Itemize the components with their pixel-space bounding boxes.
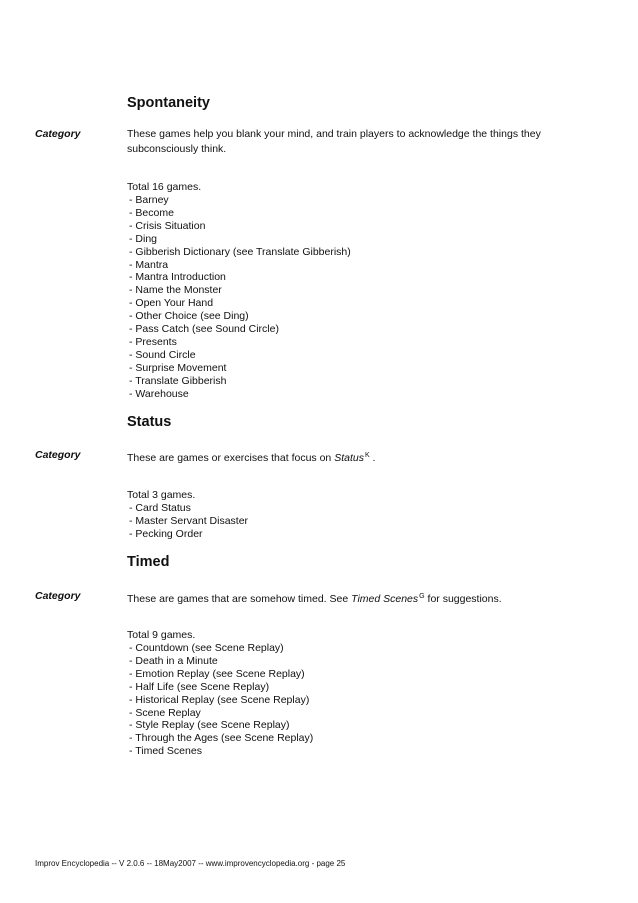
- list-item: - Countdown (see Scene Replay): [129, 642, 284, 654]
- list-item: - Become: [129, 206, 174, 219]
- list-item: - Gibberish Dictionary (see Translate Gibberish): [129, 245, 351, 258]
- list-item: - Translate Gibberish: [129, 374, 227, 387]
- list-item: - Emotion Replay (see Scene Replay): [129, 667, 305, 680]
- list-item: - Barney: [129, 194, 169, 206]
- games-list-timed: [129, 642, 313, 758]
- list-item: - Timed Scenes: [129, 745, 202, 758]
- description-text: These are games or exercises that focus on: [127, 452, 335, 464]
- section-description-spontaneity: These games help you blank your mind, and train players to acknowledge the things they subconsciously think.: [127, 128, 541, 155]
- games-list-status: [129, 502, 248, 541]
- list-item: - Half Life (see Scene Replay): [129, 680, 270, 693]
- category-label: Category: [35, 590, 81, 602]
- list-item: - Other Choice (see Ding): [129, 310, 249, 323]
- games-total-spontaneity: Total 16 games.: [127, 181, 202, 193]
- list-item: - Card Status: [129, 502, 191, 514]
- category-label: Category: [35, 449, 81, 461]
- section-title-status: Status: [127, 414, 172, 430]
- link-type-marker: K: [364, 452, 370, 459]
- section-title-spontaneity: Spontaneity: [127, 95, 210, 111]
- section-description-timed: [127, 589, 567, 607]
- list-item: - Historical Replay (see Scene Replay): [129, 693, 310, 706]
- list-item: - Crisis Situation: [129, 219, 206, 232]
- list-item: - Surprise Movement: [129, 361, 227, 374]
- list-item: - Warehouse: [129, 387, 189, 400]
- list-item: - Pass Catch (see Sound Circle): [129, 323, 279, 336]
- games-list-spontaneity: [129, 194, 351, 401]
- list-item: - Mantra Introduction: [129, 271, 226, 284]
- list-item: - Master Servant Disaster: [129, 514, 249, 527]
- list-item: - Presents: [129, 335, 177, 348]
- description-text: These are games that are somehow timed. See: [127, 593, 352, 605]
- link-type-marker: G: [419, 593, 425, 600]
- list-item: - Death in a Minute: [129, 654, 218, 667]
- status-link[interactable]: Status: [334, 452, 364, 464]
- section-description-status: [127, 448, 567, 466]
- section-title-timed: Timed: [127, 554, 170, 570]
- list-item: - Pecking Order: [129, 527, 203, 540]
- games-total-timed: Total 9 games.: [127, 629, 196, 641]
- list-item: - Open Your Hand: [129, 297, 214, 310]
- list-item: - Scene Replay: [129, 706, 201, 719]
- list-item: - Style Replay (see Scene Replay): [129, 719, 290, 732]
- list-item: - Ding: [129, 232, 158, 245]
- list-item: - Through the Ages (see Scene Replay): [129, 732, 314, 745]
- timed-scenes-link[interactable]: Timed Scenes: [351, 593, 419, 605]
- games-total-status: Total 3 games.: [127, 489, 196, 501]
- category-label: Category: [35, 128, 81, 140]
- list-item: - Mantra: [129, 258, 169, 271]
- list-item: - Name the Monster: [129, 284, 222, 297]
- list-item: - Sound Circle: [129, 348, 196, 361]
- page-footer: Improv Encyclopedia -- V 2.0.6 -- 18May2007 -- www.improvencyclopedia.org - page 25: [35, 859, 346, 868]
- description-text: .: [369, 452, 376, 464]
- description-text: for suggestions.: [424, 593, 502, 605]
